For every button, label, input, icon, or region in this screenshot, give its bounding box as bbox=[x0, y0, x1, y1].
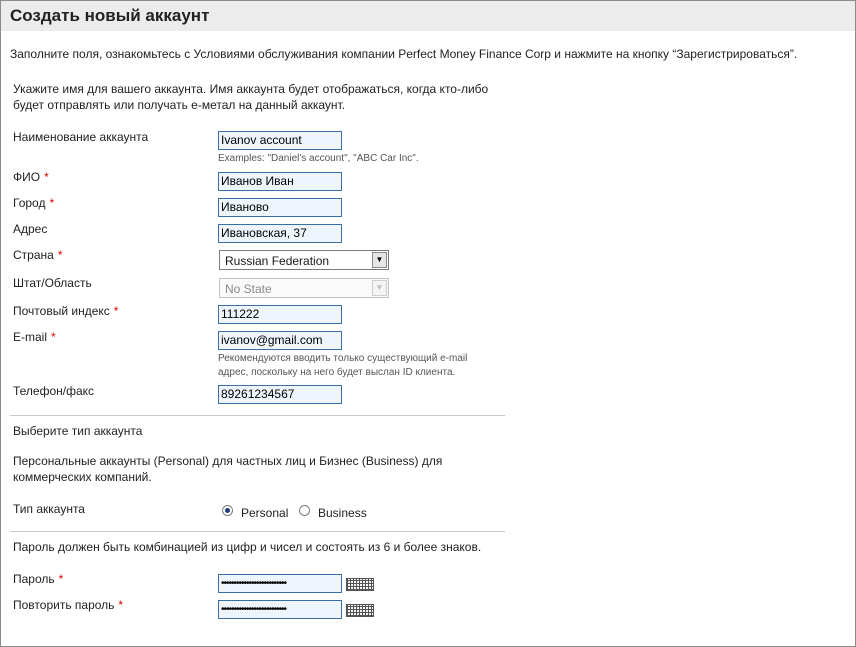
required-mark: * bbox=[51, 330, 56, 344]
required-mark: * bbox=[49, 196, 55, 210]
name-hint-line-2: будет отправлять или получать е-метал на данный аккаунт. bbox=[13, 98, 346, 112]
account-type-desc-line-1: Персональные аккаунты (Personal) для частных лиц и Бизнес (Business) для bbox=[13, 454, 443, 468]
email-hint-line-1: Рекомендуются вводить только существующий e-mail bbox=[218, 353, 468, 364]
phone-label bbox=[13, 384, 94, 398]
required-mark: * bbox=[58, 572, 64, 586]
virtual-keyboard-icon[interactable] bbox=[346, 578, 374, 591]
address-label-text: Адрес bbox=[13, 222, 48, 236]
confirm-password-label bbox=[13, 598, 123, 612]
state-label bbox=[13, 276, 92, 290]
zip-label bbox=[13, 304, 118, 318]
email-hint-line-2: адрес, поскольку на него будет выслан ID клиента. bbox=[218, 367, 456, 378]
virtual-keyboard-icon[interactable] bbox=[346, 604, 374, 617]
account-name-examples: Examples: "Daniel's account", "ABC Car Inc". bbox=[218, 153, 419, 164]
account-name-input[interactable]: Ivanov account bbox=[218, 131, 342, 150]
email-input[interactable]: ivanov@gmail.com bbox=[218, 331, 342, 350]
password-note: Пароль должен быть комбинацией из цифр и чисел и состоять из 6 и более знаков. bbox=[13, 540, 482, 554]
email-label-text: E-mail bbox=[13, 330, 48, 344]
account-type-section-title: Выберите тип аккаунта bbox=[13, 424, 143, 438]
full-name-label-text: ФИО bbox=[13, 170, 41, 184]
zip-label-text: Почтовый индекс bbox=[13, 304, 110, 318]
country-label bbox=[13, 248, 62, 262]
full-name-input[interactable]: Иванов Иван bbox=[218, 172, 342, 191]
radio-personal[interactable] bbox=[222, 505, 233, 516]
required-mark: * bbox=[113, 304, 119, 318]
required-mark: * bbox=[118, 598, 124, 612]
password-input[interactable]: •••••••••••••••••••••••••• bbox=[218, 574, 342, 593]
title-bar bbox=[1, 1, 855, 31]
divider bbox=[10, 415, 505, 416]
account-name-label bbox=[13, 130, 148, 144]
intro-text: Заполните поля, ознакомьтесь с Условиями обслуживания компании Perfect Money Finance Corp и нажмите на кнопку “Зарегистрироваться”. bbox=[10, 47, 798, 61]
phone-label-text: Телефон/факс bbox=[13, 384, 95, 398]
country-label-text: Страна bbox=[13, 248, 54, 262]
account-type-desc-line-2: коммерческих компаний. bbox=[13, 470, 152, 484]
radio-personal-label[interactable]: Personal bbox=[241, 506, 289, 520]
chevron-down-icon: ▼ bbox=[372, 280, 387, 296]
divider bbox=[10, 531, 505, 532]
password-label bbox=[13, 572, 63, 586]
state-select bbox=[219, 278, 389, 298]
confirm-password-label-text: Повторить пароль bbox=[13, 598, 115, 612]
state-select-value: No State bbox=[225, 282, 272, 296]
required-mark: * bbox=[57, 248, 63, 262]
address-label bbox=[13, 222, 47, 236]
city-input[interactable]: Иваново bbox=[218, 198, 342, 217]
email-label bbox=[13, 330, 56, 344]
chevron-down-icon[interactable]: ▼ bbox=[372, 252, 387, 268]
radio-business-label[interactable]: Business bbox=[318, 506, 367, 520]
account-type-label: Тип аккаунта bbox=[13, 502, 85, 516]
city-label bbox=[13, 196, 54, 210]
full-name-label bbox=[13, 170, 49, 184]
password-label-text: Пароль bbox=[13, 572, 55, 586]
zip-input[interactable]: 111222 bbox=[218, 305, 342, 324]
radio-business[interactable] bbox=[299, 505, 310, 516]
phone-input[interactable]: 89261234567 bbox=[218, 385, 342, 404]
required-mark: * bbox=[44, 170, 49, 184]
city-label-text: Город bbox=[13, 196, 46, 210]
country-select[interactable] bbox=[219, 250, 389, 270]
country-select-value: Russian Federation bbox=[225, 254, 330, 268]
name-hint-line-1: Укажите имя для вашего аккаунта. Имя аккаунта будет отображаться, когда кто-либо bbox=[13, 82, 489, 96]
address-input[interactable]: Ивановская, 37 bbox=[218, 224, 342, 243]
page-title: Создать новый аккаунт bbox=[10, 6, 210, 25]
state-label-text: Штат/Область bbox=[13, 276, 92, 290]
confirm-password-input[interactable]: •••••••••••••••••••••••••• bbox=[218, 600, 342, 619]
account-name-label-text: Наименование аккаунта bbox=[13, 130, 149, 144]
